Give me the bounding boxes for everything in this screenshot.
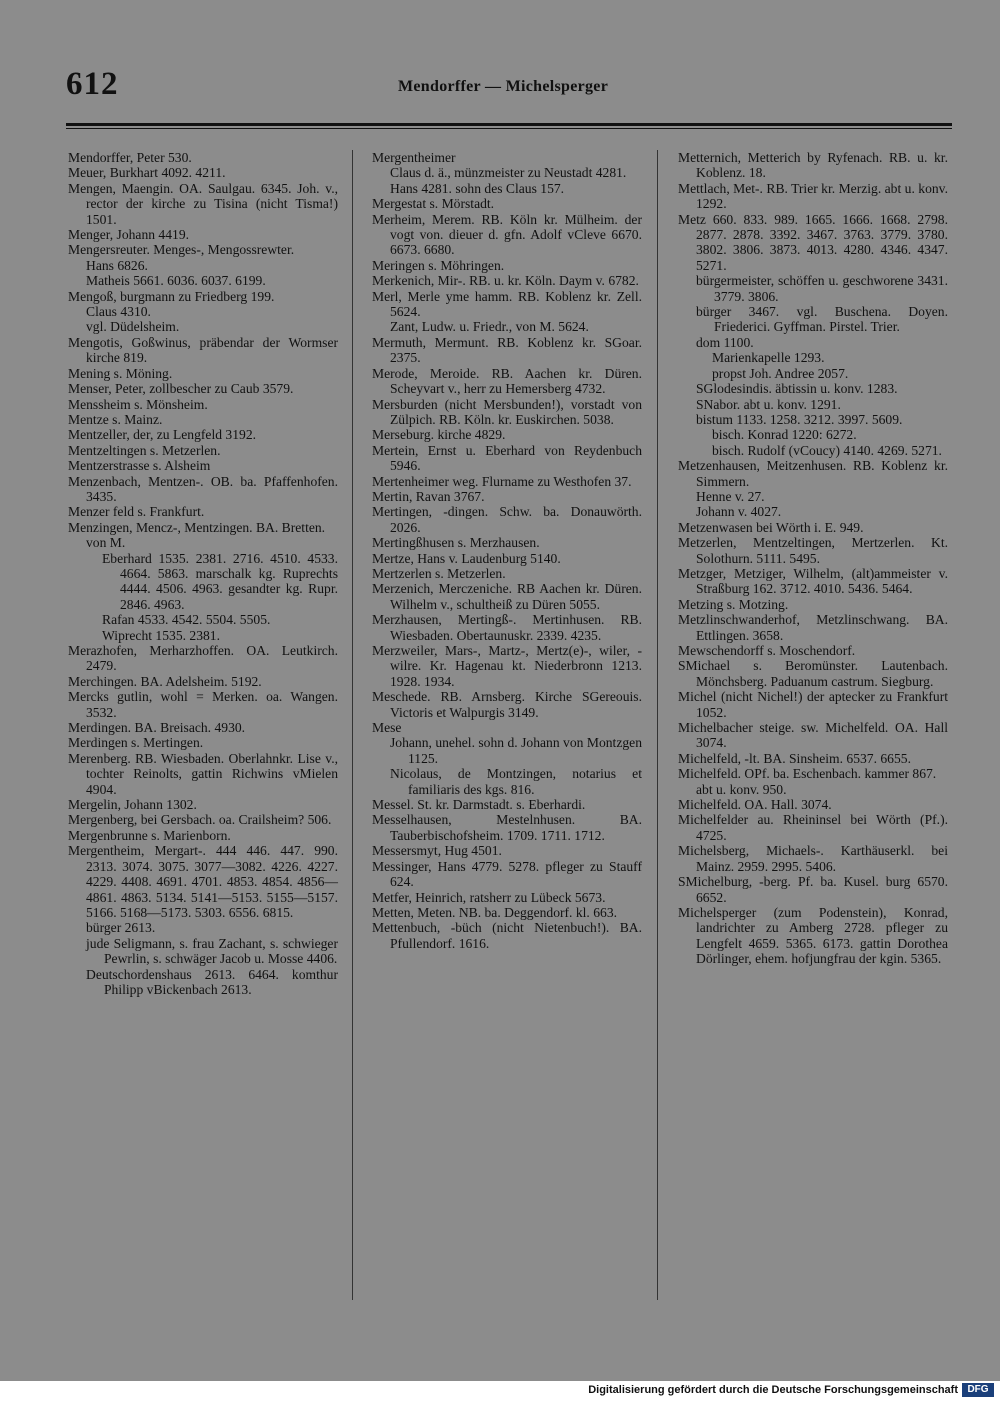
index-entry: vgl. Düdelsheim.	[86, 319, 180, 335]
index-entry: Mendorffer, Peter 530.	[68, 150, 192, 165]
index-entry: Deutschordenshaus 2613. 6464. komthur Philipp vBickenbach 2613.	[86, 966, 338, 997]
index-entry: Michelbacher steige. sw. Michelfeld. OA. Hall 3074.	[678, 720, 948, 751]
index-entry: Merzhausen, Mertingß-. Mertinhusen. RB. Wiesbaden. Obertaunuskr. 2339. 4235.	[372, 612, 642, 643]
index-entry: bistum 1133. 1258. 3212. 3997. 5609.	[696, 411, 903, 427]
index-entry: Mertzerlen s. Metzerlen.	[372, 565, 506, 581]
index-entry: Merode, Meroide. RB. Aachen kr. Düren. Scheyvart v., herr zu Hemersberg 4732.	[372, 365, 642, 397]
index-entry: Mengotis, Goßwinus, präbendar der Wormser kirche 819.	[68, 334, 338, 366]
index-entry: Hans 6826.	[86, 257, 148, 273]
index-entry: Mentzeltingen s. Metzerlen.	[68, 442, 221, 458]
header-rule-thin	[66, 128, 952, 129]
index-entry: bisch. Rudolf (vCoucy) 4140. 4269. 5271.	[712, 442, 942, 458]
index-entry: Mewschendorff s. Moschendorf.	[678, 643, 856, 658]
index-entry: Mertein, Ernst u. Eberhard von Reydenbuch 5946.	[372, 442, 642, 474]
index-entry: Mergentheimer	[372, 150, 456, 165]
index-entry: Mettenbuch, -büch (nicht Nietenbuch!). BA. Pfullendorf. 1616.	[372, 920, 642, 951]
index-entry: Michel (nicht Nichel!) der aptecker zu Frankfurt 1052.	[678, 689, 948, 720]
index-entry: Merenberg. RB. Wiesbaden. Oberlahnkr. Lise v., tochter Reinolts, gattin Richwins vMielen 4904.	[68, 750, 338, 797]
index-entry: Merseburg. kirche 4829.	[372, 427, 506, 443]
index-entry: Merdingen s. Mertingen.	[68, 735, 204, 751]
index-entry: bürger 3467. vgl. Buschena. Doyen. Friederici. Gyffman. Pirstel. Trier.	[696, 304, 948, 335]
index-entry: Mertenheimer weg. Flurname zu Westhofen 37.	[372, 473, 632, 489]
index-entry: Mercks gutlin, wohl = Merken. oa. Wangen. 3532.	[68, 689, 338, 720]
index-entry: SGlodesindis. äbtissin u. konv. 1283.	[696, 381, 898, 397]
index-entry: abt u. konv. 950.	[696, 781, 787, 797]
running-head: Mendorffer — Michelsperger	[398, 78, 609, 95]
index-entry: Johann v. 4027.	[696, 504, 782, 520]
index-entry: Menzingen, Mencz-, Mentzingen. BA. Bretten.	[68, 519, 326, 535]
index-entry: Rafan 4533. 4542. 5504. 5505.	[102, 612, 271, 628]
index-entry: Marienkapelle 1293.	[712, 350, 825, 366]
index-entry: Meringen s. Möhringen.	[372, 257, 505, 273]
index-entry: propst Joh. Andree 2057.	[712, 365, 849, 381]
index-entry: Mergenbrunne s. Marienborn.	[68, 827, 231, 843]
index-entry: Menzenbach, Mentzen-. OB. ba. Pfaffenhofen. 3435.	[68, 473, 338, 504]
index-entry: bisch. Konrad 1220: 6272.	[712, 427, 857, 443]
index-entry: Johann, unehel. sohn d. Johann von Montzgen 1125.	[390, 735, 642, 766]
index-entry: Merl, Merle yme hamm. RB. Koblenz kr. Zell. 5624.	[372, 288, 642, 320]
index-entry: Merzenich, Merczeniche. RB Aachen kr. Düren. Wilhelm v., schultheiß zu Düren 5055.	[372, 581, 642, 612]
index-entry: Mese	[372, 720, 402, 736]
index-entry: Mentzerstrasse s. Alsheim	[68, 458, 211, 474]
index-entry: SNabor. abt u. konv. 1291.	[696, 396, 841, 412]
index-entry: Metzing s. Motzing.	[678, 596, 789, 612]
index-entry: Mersburden (nicht Mersbunden!), vorstadt von Zülpich. RB. Köln. kr. Euskirchen. 5038.	[372, 396, 642, 427]
index-entry: SMichael s. Beromünster. Lautenbach. Mönchsberg. Paduanum castrum. Siegburg.	[678, 658, 948, 689]
index-entry: Messel. St. kr. Darmstadt. s. Eberhardi.	[372, 797, 586, 813]
index-entry: Metzger, Metziger, Wilhelm, (alt)ammeister v. Straßburg 162. 3712. 4010. 5436. 5464.	[678, 565, 948, 597]
index-entry: Hans 4281. sohn des Claus 157.	[390, 180, 565, 196]
index-entry: Michelfeld. OPf. ba. Eschenbach. kammer 867.	[678, 766, 937, 782]
index-entry: Mergentheim, Mergart-. 444 446. 447. 990. 2313. 3074. 3075. 3077—3082. 4226. 4227. 4229. 4408. 4691. 4701. 4853. 4854. 4856—4861. 4863. 5134. 5141—5153. 5155—5157. 5166. 5168—5173. 5303. 6556. 6815.	[68, 843, 338, 920]
index-entry: Metternich, Metterich by Ryfenach. RB. u. kr. Koblenz. 18.	[678, 150, 948, 181]
index-entry: Mertingßhusen s. Merzhausen.	[372, 535, 540, 551]
index-entry: Zant, Ludw. u. Friedr., von M. 5624.	[390, 319, 589, 335]
footer-bar	[0, 1381, 1000, 1401]
index-entry: Meuer, Burkhart 4092. 4211.	[68, 165, 226, 181]
index-entry: jude Seligmann, s. frau Zachant, s. schwieger Pewrlin, s. schwäger Jacob u. Mosse 4406.	[86, 935, 338, 967]
index-entry: Michelfeld, -lt. BA. Sinsheim. 6537. 6655.	[678, 750, 911, 766]
index-entry: Merazhofen, Merharzhoffen. OA. Leutkirch. 2479.	[68, 643, 338, 674]
index-entry: Menger, Johann 4419.	[68, 227, 190, 243]
index-entry: bürger 2613.	[86, 920, 156, 936]
index-entry: Michelsberg, Michaels-. Karthäuserkl. bei Mainz. 2959. 2995. 5406.	[678, 843, 948, 874]
index-entry: Mergelin, Johann 1302.	[68, 797, 197, 813]
index-entry: Claus d. ä., münzmeister zu Neustadt 4281.	[390, 165, 627, 181]
index-entry: Meschede. RB. Arnsberg. Kirche SGereouis. Victoris et Walpurgis 3149.	[372, 689, 642, 720]
index-entry: Mergestat s. Mörstadt.	[372, 196, 495, 212]
dfg-logo-icon: DFG	[962, 1383, 994, 1397]
index-entry: Menzer feld s. Frankfurt.	[68, 504, 205, 520]
index-entry: Mengoß, burgmann zu Friedberg 199.	[68, 288, 275, 304]
column-divider	[657, 150, 658, 1300]
index-entry: Merdingen. BA. Breisach. 4930.	[68, 720, 246, 736]
index-entry: bürgermeister, schöffen u. geschworene 3431. 3779. 3806.	[696, 273, 948, 304]
index-entry: Metzerlen, Mentzeltingen, Mertzerlen. Kt. Solothurn. 5111. 5495.	[678, 535, 948, 566]
index-entry: Wiprecht 1535. 2381.	[102, 627, 220, 643]
index-entry: Metten, Meten. NB. ba. Deggendorf. kl. 663.	[372, 904, 618, 920]
index-entry: Merkenich, Mir-. RB. u. kr. Köln. Daym v. 6782.	[372, 273, 639, 289]
index-entry: Mentze s. Mainz.	[68, 411, 163, 427]
footer-credit: Digitalisierung gefördert durch die Deutsche Forschungsgemeinschaft	[588, 1384, 958, 1396]
index-entry: von M.	[86, 535, 126, 551]
index-column-3	[678, 150, 948, 967]
index-column-2	[372, 150, 642, 951]
index-entry: Mening s. Möning.	[68, 365, 173, 381]
index-entry: Merheim, Merem. RB. Köln kr. Mülheim. der vogt von. dieuer d. gfn. Adolf vCleve 6670. 6673. 6680.	[372, 211, 642, 258]
index-entry: SMichelburg, -berg. Pf. ba. Kusel. burg 6570. 6652.	[678, 874, 948, 905]
index-entry: Eberhard 1535. 2381. 2716. 4510. 4533. 4664. 5863. marschalk kg. Ruprechts 4444. 4506. 4963. gesandter kg. Rupr. 2846. 4963.	[102, 550, 338, 612]
index-entry: Matheis 5661. 6036. 6037. 6199.	[86, 273, 266, 289]
index-entry: Henne v. 27.	[696, 488, 765, 504]
index-entry: Merzweiler, Mars-, Martz-, Mertz(e)-, wiler, -wilre. Kr. Hagenau kt. Niederbronn 1213. 1928. 1934.	[372, 643, 642, 689]
header-rule	[66, 123, 952, 126]
index-entry: Mertin, Ravan 3767.	[372, 488, 485, 504]
index-entry: Mertze, Hans v. Laudenburg 5140.	[372, 550, 561, 566]
index-entry: Messinger, Hans 4779. 5278. pfleger zu Stauff 624.	[372, 858, 642, 890]
index-entry: Metzlinschwanderhof, Metzlinschwang. BA. Ettlingen. 3658.	[678, 612, 948, 643]
page-number: 612	[66, 66, 119, 102]
index-column-1	[68, 150, 338, 997]
index-entry: Mengersreuter. Menges-, Mengossrewter.	[68, 242, 295, 258]
index-entry: Metfer, Heinrich, ratsherr zu Lübeck 5673.	[372, 889, 606, 905]
index-entry: Mentzeller, der, zu Lengfeld 3192.	[68, 427, 257, 443]
index-entry: Messelhausen, Mestelnhusen. BA. Tauberbischofsheim. 1709. 1711. 1712.	[372, 812, 642, 843]
index-entry: Michelfelder au. Rheininsel bei Wörth (Pf.). 4725.	[678, 812, 948, 843]
index-entry: Metz 660. 833. 989. 1665. 1666. 1668. 2798. 2877. 2878. 3392. 3467. 3763. 3779. 3780. 3802. 3806. 3873. 4013. 4280. 4346. 4347. 5271.	[678, 211, 948, 273]
index-entry: Mengen, Maengin. OA. Saulgau. 6345. Joh. v., rector der kirche zu Tisina (nicht Tisma!) 1501.	[68, 180, 338, 227]
index-entry: Menssheim s. Mönsheim.	[68, 396, 208, 412]
index-entry: Metzenhausen, Meitzenhusen. RB. Koblenz kr. Simmern.	[678, 458, 948, 489]
index-entry: dom 1100.	[696, 334, 754, 350]
index-entry: Mertingen, -dingen. Schw. ba. Donauwörth. 2026.	[372, 504, 642, 535]
index-entry: Mermuth, Mermunt. RB. Koblenz kr. SGoar. 2375.	[372, 334, 642, 366]
index-entry: Nicolaus, de Montzingen, notarius et familiaris des kgs. 816.	[390, 766, 642, 797]
index-entry: Mettlach, Met-. RB. Trier kr. Merzig. abt u. konv. 1292.	[678, 180, 948, 212]
index-entry: Michelfeld. OA. Hall. 3074.	[678, 797, 832, 813]
index-entry: Claus 4310.	[86, 304, 151, 320]
index-entry: Mergenberg, bei Gersbach. oa. Crailsheim? 506.	[68, 812, 332, 828]
index-entry: Michelsperger (zum Podenstein), Konrad, landrichter zu Amberg 2728. pfleger zu Lengfelt 4659. 5365. 6173. gattin Dorothea Dörlinger, ehem. hofjungfrau der kgin. 5365.	[678, 904, 948, 967]
index-entry: Menser, Peter, zollbescher zu Caub 3579.	[68, 381, 294, 397]
index-entry: Metzenwasen bei Wörth i. E. 949.	[678, 519, 864, 535]
index-entry: Merchingen. BA. Adelsheim. 5192.	[68, 673, 262, 689]
index-entry: Messersmyt, Hug 4501.	[372, 843, 502, 859]
column-divider	[352, 150, 353, 1300]
